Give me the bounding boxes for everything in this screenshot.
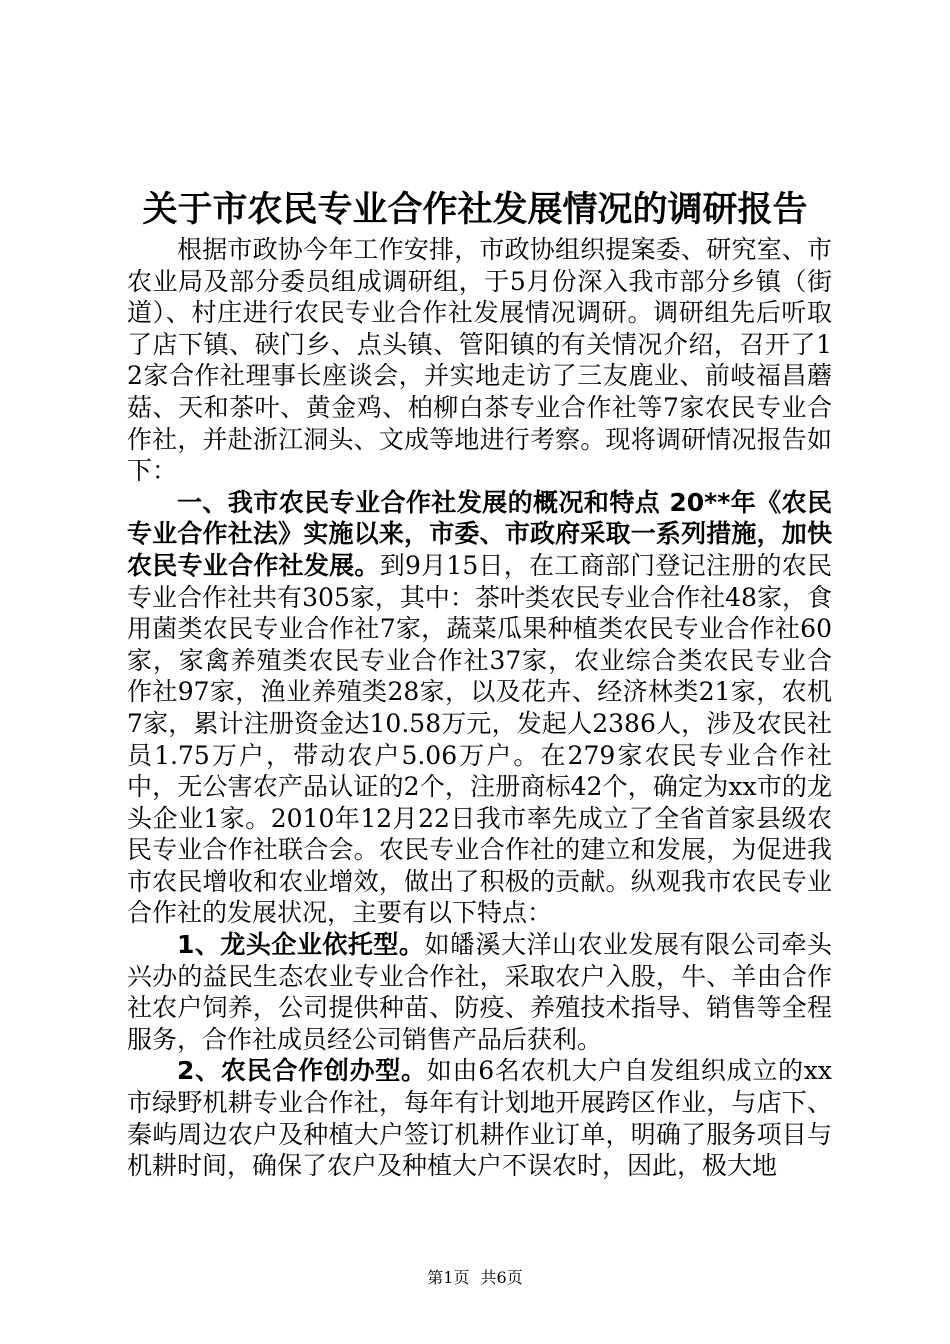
paragraph-feature-2 (127, 1055, 832, 1181)
paragraph-intro-text: 根据市政协今年工作安排，市政协组织提案委、研究室、市农业局及部分委员组成调研组，于5月份深入我市部分乡镇（街道）、村庄进行农民专业合作社发展情况调研。调研组先后听取了店下镇、硖门乡、点头镇、管阳镇的有关情况介绍，召开了12家合作社理事长座谈会，并实地走访了三友鹿业、前岐福昌蘑菇、天和茶叶、黄金鸡、柏柳白茶专业合作社等7家农民专业合作社，并赴浙江洞头、文成等地进行考察。现将调研情况报告如下： (127, 235, 832, 486)
document-body (127, 234, 832, 1182)
section-1-text: 到9月15日，在工商部门登记注册的农民专业合作社共有305家，其中：茶叶类农民专业合作社48家，食用菌类农民专业合作社7家，蔬菜瓜果种植类农民专业合作社60家，家禽养殖类农民专业合作社37家，农业综合类农民专业合作社97家，渔业养殖类28家，以及花卉、经济林类21家，农机7家，累计注册资金达10.58万元，发起人2386人，涉及农民社员1.75万户，带动农户5.06万户。在279家农民专业合作社中，无公害农产品认证的2个，注册商标42个，确定为xx市的龙头企业1家。2010年12月22日我市率先成立了全省首家县级农民专业合作社联合会。农民专业合作社的建立和发展，为促进我市农民增收和农业增效，做出了积极的贡献。纵观我市农民专业合作社的发展状况，主要有以下特点： (127, 550, 832, 928)
paragraph-feature-1 (127, 929, 832, 1055)
section-1-heading: 一、我市农民专业合作社发展的概况和特点 20**年《农民专业合作社法》实施以来，市委、市政府采取一系列措施，加快农民专业合作社发展。 (127, 487, 832, 580)
page-footer (0, 1268, 950, 1288)
feature-1-text: 如皤溪大洋山农业发展有限公司牵头兴办的益民生态农业专业合作社，采取农户入股，牛、羊由合作社农户饲养，公司提供种苗、防疫、养殖技术指导、销售等全程服务，合作社成员经公司销售产品后获利。 (127, 930, 832, 1054)
feature-1-heading: 1、龙头企业依托型。 (177, 930, 425, 960)
paragraph-intro (127, 234, 832, 487)
page-total: 共6页 (480, 1268, 523, 1287)
feature-2-heading: 2、农民合作创办型。 (177, 1056, 427, 1086)
feature-2-text: 如由6名农机大户自发组织成立的xx市绿野机耕专业合作社，每年有计划地开展跨区作业，与店下、秦屿周边农户及种植大户签订机耕作业订单，明确了服务项目与机耕时间，确保了农户及种植大户不误农时，因此，极大地 (127, 1056, 832, 1181)
paragraph-section-1 (127, 487, 832, 929)
document-title: 关于市农民专业合作社发展情况的调研报告 (142, 189, 808, 230)
page-number: 第1页 (427, 1268, 470, 1287)
